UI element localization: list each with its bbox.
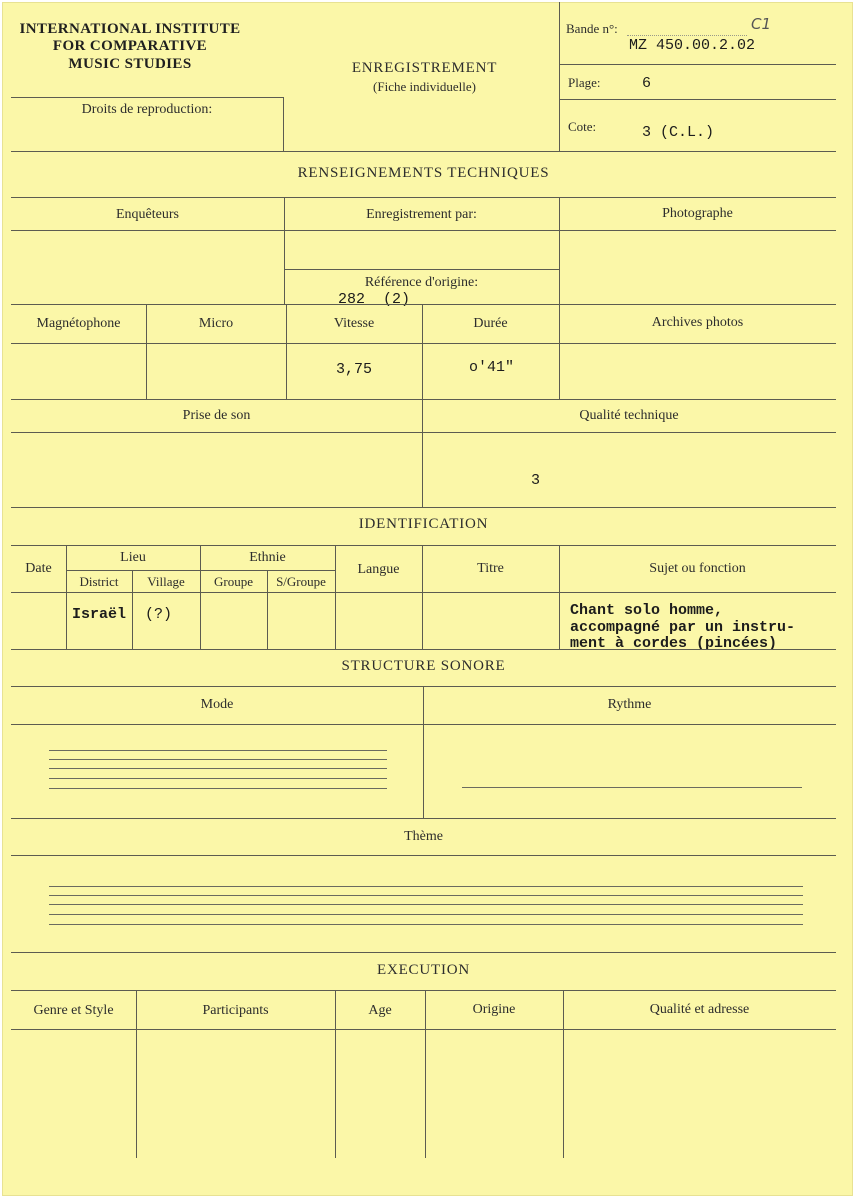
theme-staff-line-2 [49, 895, 803, 896]
origin-ref-label: Référence d'origine: [364, 275, 479, 290]
ethnic-label: Ethnie [249, 550, 286, 565]
age-label: Age [368, 1003, 392, 1018]
execution-section-title: EXECUTION [376, 962, 471, 978]
identification-title-bottom [11, 545, 836, 546]
village-label: Village [147, 574, 185, 589]
theme-staff-line-1 [49, 886, 803, 887]
origin-label: Origine [472, 1002, 516, 1017]
technical-bottom [11, 507, 836, 508]
tech-row3-top [11, 399, 836, 400]
record-card [2, 2, 853, 1196]
genre-label: Genre et Style [33, 1003, 114, 1018]
district-label: District [79, 574, 119, 589]
recorder-label: Magnétophone [36, 316, 121, 331]
village-value: (?) [145, 606, 173, 623]
id-header-bottom [11, 592, 836, 593]
theme-bottom [11, 952, 836, 953]
form-title: ENREGISTREMENT [351, 60, 498, 76]
tech-header-bottom [11, 230, 836, 231]
rights-box-right [283, 97, 284, 151]
participants-label: Participants [202, 1003, 269, 1018]
subject-line-1: Chant solo homme, [570, 602, 724, 619]
shelf-value: 3 (C.L.) [642, 124, 715, 141]
quality-address-label: Qualité et adresse [649, 1002, 750, 1017]
title-label: Titre [477, 561, 504, 576]
identification-bottom [11, 649, 836, 650]
mode-staff-line-5 [49, 788, 387, 789]
institute-name-line3: MUSIC STUDIES [68, 56, 192, 72]
photographer-label: Photographe [662, 206, 733, 221]
band-value: MZ 450.00.2.02 [629, 37, 756, 54]
execution-title-bottom [11, 990, 836, 991]
subject-label: Sujet ou fonction [649, 561, 746, 576]
theme-staff-line-4 [49, 914, 803, 915]
identification-section-title: IDENTIFICATION [358, 516, 489, 532]
band-dotted-line [627, 35, 747, 36]
id-place-sub-line [66, 570, 335, 571]
rhythm-label: Rythme [607, 697, 652, 712]
mode-staff-line-4 [49, 778, 387, 779]
subject-line-2: accompagné par un instru- [570, 619, 796, 636]
header-right-divider [559, 2, 560, 151]
rhythm-line [462, 787, 802, 788]
tech-row2-top [11, 304, 836, 305]
structure-bottom [11, 818, 836, 819]
duration-value: o'41" [469, 359, 515, 376]
structure-header-bottom [11, 724, 836, 725]
sound-take-label: Prise de son [182, 408, 251, 423]
theme-label: Thème [404, 829, 443, 844]
rights-label: Droits de reproduction: [81, 102, 213, 117]
tech-row2-header-bottom [11, 343, 836, 344]
theme-staff-line-5 [49, 924, 803, 925]
execution-header-bottom [11, 1029, 836, 1030]
investigators-label: Enquêteurs [116, 207, 179, 222]
tech-col-b [559, 197, 560, 399]
id-col-language [335, 545, 336, 649]
language-label: Langue [357, 562, 400, 577]
structure-section-title: STRUCTURE SONORE [341, 658, 506, 674]
group-label: Groupe [214, 574, 253, 589]
band-label: Bande n°: [566, 21, 618, 36]
mode-staff-line-3 [49, 768, 387, 769]
track-value: 6 [642, 75, 652, 92]
theme-header-bottom [11, 855, 836, 856]
mode-label: Mode [200, 697, 234, 712]
mic-label: Micro [198, 316, 234, 331]
recorded-by-label: Enregistrement par: [366, 207, 477, 222]
band-handwritten-mark: C1 [751, 15, 772, 33]
institute-name-line2: FOR COMPARATIVE [52, 38, 208, 54]
tech-quality-value: 3 [531, 472, 541, 489]
rights-box-top [11, 97, 283, 98]
subject-line-3: ment à cordes (pincées) [570, 635, 778, 652]
track-row-bottom [559, 99, 836, 100]
district-value: Israël [72, 606, 127, 623]
band-row-bottom [559, 64, 836, 65]
technical-section-title: RENSEIGNEMENTS TECHNIQUES [297, 165, 550, 181]
tech-row3-header-bottom [11, 432, 836, 433]
photo-archive-label: Archives photos [651, 315, 744, 330]
shelf-label: Cote: [568, 119, 597, 134]
recorded-by-sub-line [284, 269, 559, 270]
origin-ref-value: 282 (2) [338, 291, 411, 308]
tech-quality-label: Qualité technique [579, 408, 679, 423]
speed-label: Vitesse [333, 316, 375, 331]
place-label: Lieu [120, 550, 146, 565]
technical-title-bottom [11, 197, 836, 198]
mode-staff-line-1 [49, 750, 387, 751]
theme-staff-line-3 [49, 904, 803, 905]
track-label: Plage: [568, 75, 601, 90]
header-bottom-line [11, 151, 836, 152]
speed-value: 3,75 [336, 361, 373, 378]
form-subtitle: (Fiche individuelle) [373, 79, 476, 94]
duration-label: Durée [473, 316, 508, 331]
date-label: Date [25, 561, 52, 576]
mode-staff-line-2 [49, 759, 387, 760]
subgroup-label: S/Groupe [276, 574, 326, 589]
institute-name-line1: INTERNATIONAL INSTITUTE [19, 21, 241, 37]
